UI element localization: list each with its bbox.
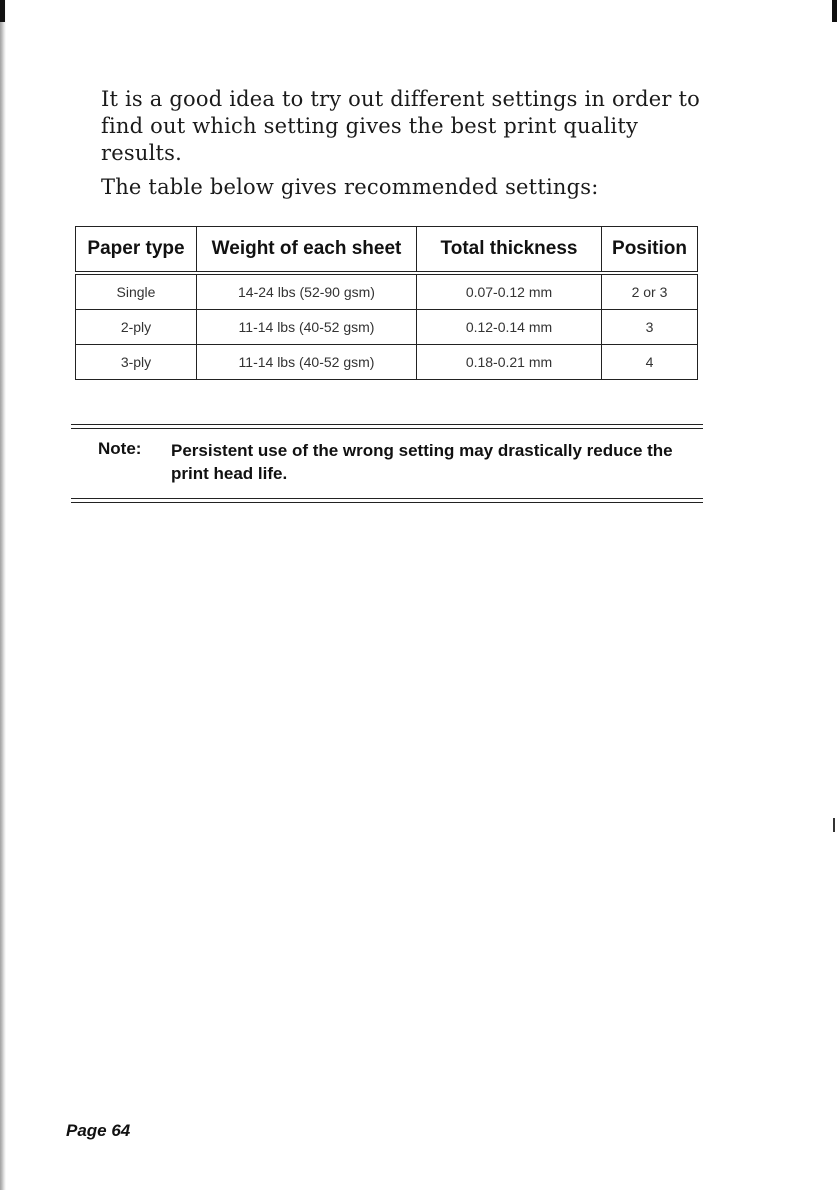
- scan-mark-top-right: [832, 0, 837, 22]
- header-position: Position: [602, 227, 698, 274]
- table-header-row: [76, 227, 698, 274]
- note-divider-bottom: [71, 498, 703, 503]
- cell-position: 4: [602, 345, 698, 380]
- table-row: [76, 345, 698, 380]
- cell-thickness: 0.18-0.21 mm: [417, 345, 602, 380]
- cell-position: 3: [602, 310, 698, 345]
- cell-paper-type: 3-ply: [76, 345, 197, 380]
- cell-paper-type: Single: [76, 273, 197, 310]
- table-row: [76, 310, 698, 345]
- scan-mark-right: [833, 818, 835, 832]
- table-row: [76, 273, 698, 310]
- note-label: Note:: [98, 439, 142, 458]
- note-divider-top: [71, 424, 703, 429]
- cell-thickness: 0.07-0.12 mm: [417, 273, 602, 310]
- header-paper-type: Paper type: [76, 227, 197, 274]
- cell-weight: 11-14 lbs (40-52 gsm): [197, 345, 417, 380]
- cell-thickness: 0.12-0.14 mm: [417, 310, 602, 345]
- cell-weight: 11-14 lbs (40-52 gsm): [197, 310, 417, 345]
- intro-paragraph: It is a good idea to try out different settings in order to find out which setting gives the best print quality results.: [101, 87, 700, 165]
- cell-position: 2 or 3: [602, 273, 698, 310]
- cell-weight: 14-24 lbs (52-90 gsm): [197, 273, 417, 310]
- page-number: Page 64: [66, 1121, 131, 1140]
- header-total-thickness: Total thickness: [417, 227, 602, 274]
- cell-paper-type: 2-ply: [76, 310, 197, 345]
- header-weight-of-each-sheet: Weight of each sheet: [197, 227, 417, 274]
- scan-mark-top-left: [0, 0, 5, 22]
- recommended-settings-table: [75, 226, 698, 380]
- note-text: Persistent use of the wrong setting may drastically reduce the print head life.: [171, 441, 673, 483]
- table-intro-paragraph: The table below gives recommended settings:: [101, 175, 599, 199]
- scan-edge-left: [0, 0, 6, 1190]
